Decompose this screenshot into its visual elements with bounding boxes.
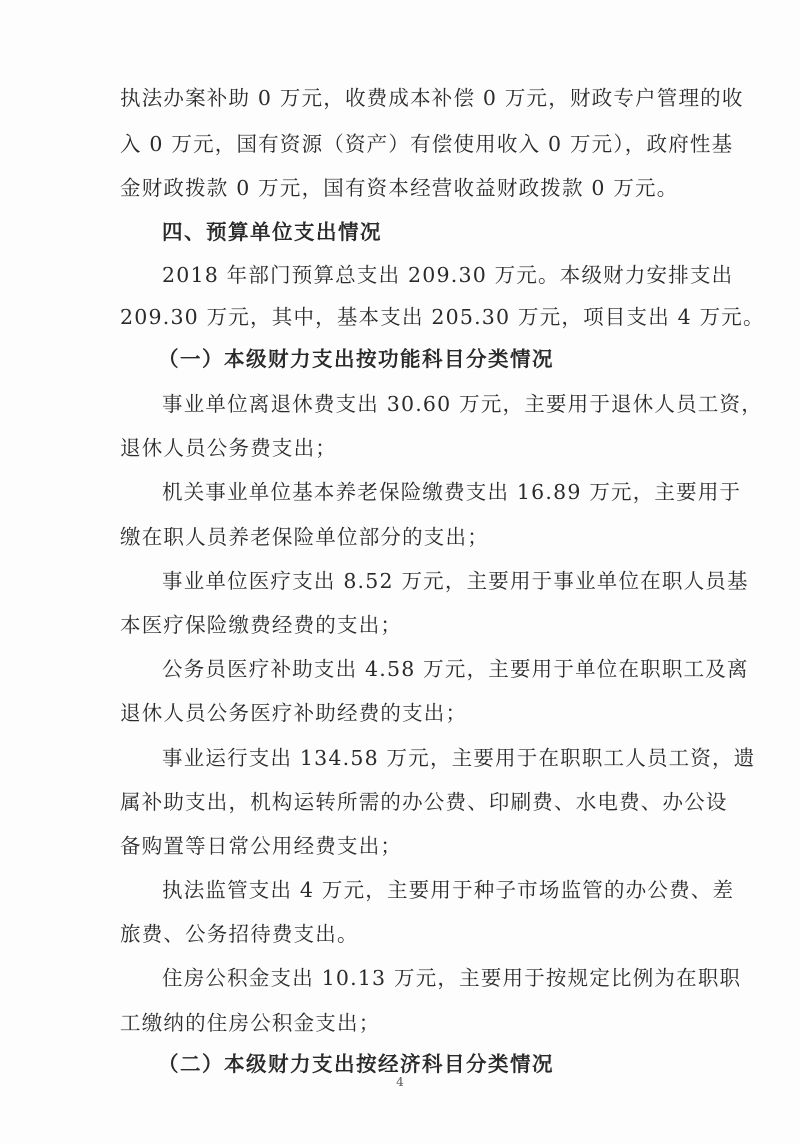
text-line: 机关事业单位基本养老保险缴费支出 16.89 万元，主要用于: [162, 480, 742, 504]
text-line: 事业单位离退休费支出 30.60 万元，主要用于退休人员工资，: [162, 392, 763, 416]
text-line: 事业运行支出 134.58 万元，主要用于在职职工人员工资，遗: [162, 746, 756, 770]
text-line: 住房公积金支出 10.13 万元，主要用于按规定比例为在职职: [162, 966, 742, 990]
text-line: 旅费、公务招待费支出。: [120, 922, 359, 946]
text-line: 入 0 万元，国有资源（资产）有偿使用收入 0 万元），政府性基: [120, 132, 734, 156]
subsection-heading: （一）本级财力支出按功能科目分类情况: [158, 347, 554, 371]
text-line: 退休人员公务费支出；: [120, 436, 337, 460]
text-line: 工缴纳的住房公积金支出；: [120, 1011, 381, 1035]
text-line: 属补助支出，机构运转所需的办公费、印刷费、水电费、办公设: [120, 790, 728, 814]
text-line: 公务员医疗补助支出 4.58 万元，主要用于单位在职职工及离: [162, 657, 749, 681]
text-line: 执法办案补助 0 万元，收费成本补偿 0 万元，财政专户管理的收: [120, 86, 744, 110]
section-heading: 四、预算单位支出情况: [162, 220, 382, 244]
page-number: 4: [396, 1075, 404, 1089]
subsection-heading: （二）本级财力支出按经济科目分类情况: [158, 1052, 554, 1076]
text-line: 执法监管支出 4 万元，主要用于种子市场监管的办公费、差: [162, 878, 735, 902]
text-line: 备购置等日常公用经费支出；: [120, 834, 403, 858]
text-line: 退休人员公务医疗补助经费的支出；: [120, 701, 468, 725]
text-line: 本医疗保险缴费经费的支出；: [120, 613, 403, 637]
text-line: 缴在职人员养老保险单位部分的支出；: [120, 525, 489, 549]
text-line: 2018 年部门预算总支出 209.30 万元。本级财力安排支出: [162, 263, 734, 287]
text-line: 209.30 万元，其中，基本支出 205.30 万元，项目支出 4 万元。: [120, 305, 765, 329]
text-line: 金财政拨款 0 万元，国有资本经营收益财政拨款 0 万元。: [120, 176, 679, 200]
text-line: 事业单位医疗支出 8.52 万元，主要用于事业单位在职人员基: [162, 569, 749, 593]
